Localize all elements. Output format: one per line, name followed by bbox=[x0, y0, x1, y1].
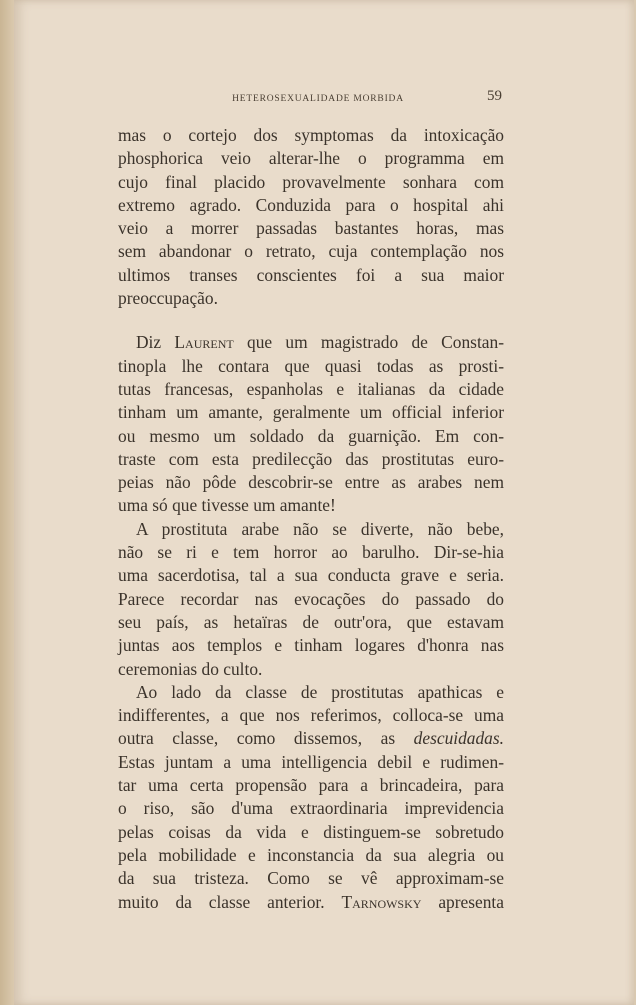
text-line: extremo agrado. Conduzida para o hospital ahi bbox=[118, 194, 504, 215]
text-line: mas o cortejo dos symptomas da intoxicação bbox=[118, 125, 504, 145]
author-name-tarnowsky: Tarnowsky bbox=[341, 891, 422, 912]
text-line: A prostituta arabe não se diverte, não bebe, bbox=[136, 518, 504, 539]
text-line: veio a morrer passadas bastantes horas, mas bbox=[118, 218, 504, 239]
text-line: pelas coisas da vida e distinguem-se sobretudo bbox=[118, 821, 504, 842]
text-line: ultimos transes conscientes foi a sua maior bbox=[118, 264, 504, 285]
text-line: phosphorica veio alterar-lhe o programma em bbox=[118, 148, 504, 169]
text-line: tinham um amante, geralmente um official inferior bbox=[118, 402, 504, 423]
text-line: juntas aos templos e tinham logares d'honra nas bbox=[118, 635, 504, 656]
running-title: HETEROSEXUALIDADE MORBIDA bbox=[232, 94, 404, 104]
text-line: ou mesmo um soldado da guarnição. Em con- bbox=[118, 425, 504, 446]
text-line: indifferentes, a que nos referimos, colloca-se uma bbox=[118, 705, 504, 726]
text-line: peias não pôde descobrir-se entre as arabes nem bbox=[118, 472, 504, 493]
text-line bbox=[118, 891, 504, 914]
page-number: 59 bbox=[487, 88, 502, 104]
text-line bbox=[118, 331, 504, 354]
text-fragment: muito da classe anterior. bbox=[118, 891, 342, 912]
paragraph-gap bbox=[118, 310, 504, 331]
text-line: Ao lado da classe de prostitutas apathicas e bbox=[136, 681, 504, 702]
text-fragment: outra classe, como dissemos, as bbox=[118, 728, 414, 749]
text-line: ceremonias do culto. bbox=[118, 658, 263, 679]
text-line bbox=[118, 727, 504, 750]
text-line: tinopla lhe contara que quasi todas as prosti- bbox=[118, 355, 504, 376]
text-line: traste com esta predilecção das prostitutas euro- bbox=[118, 448, 504, 469]
text-line: pela mobilidade e inconstancia da sua alegria ou bbox=[118, 844, 504, 865]
body-text bbox=[118, 124, 504, 914]
text-fragment: que um magistrado de Constan- bbox=[233, 332, 504, 353]
text-fragment: Diz bbox=[136, 332, 175, 353]
author-name-laurent: Laurent bbox=[174, 332, 234, 353]
text-line: uma só que tivesse um amante! bbox=[118, 495, 336, 516]
italic-term: descuidadas. bbox=[413, 728, 504, 749]
text-line: preoccupação. bbox=[118, 288, 218, 309]
text-line: sem abandonar o retrato, cuja contemplação nos bbox=[118, 241, 504, 262]
text-line: Estas juntam a uma intelligencia debil e rudimen- bbox=[118, 751, 504, 772]
text-line: cujo final placido provavelmente sonhara com bbox=[118, 171, 504, 192]
text-line: Parece recordar nas evocações do passado do bbox=[118, 588, 504, 609]
text-line: tar uma certa propensão para a brincadeira, para bbox=[118, 775, 504, 796]
text-line: não se ri e tem horror ao barulho. Dir-se-hia bbox=[118, 542, 504, 563]
text-line: uma sacerdotisa, tal a sua conducta grave e seria. bbox=[118, 565, 504, 586]
text-line: o riso, são d'uma extraordinaria imprevidencia bbox=[118, 798, 504, 819]
text-line: tutas francesas, espanholas e italianas da cidade bbox=[118, 378, 504, 399]
text-fragment: apresenta bbox=[421, 891, 504, 912]
text-line: da sua tristeza. Como se vê approximam-se bbox=[118, 868, 504, 889]
text-line: seu país, as hetaïras de outr'ora, que estavam bbox=[118, 611, 504, 632]
